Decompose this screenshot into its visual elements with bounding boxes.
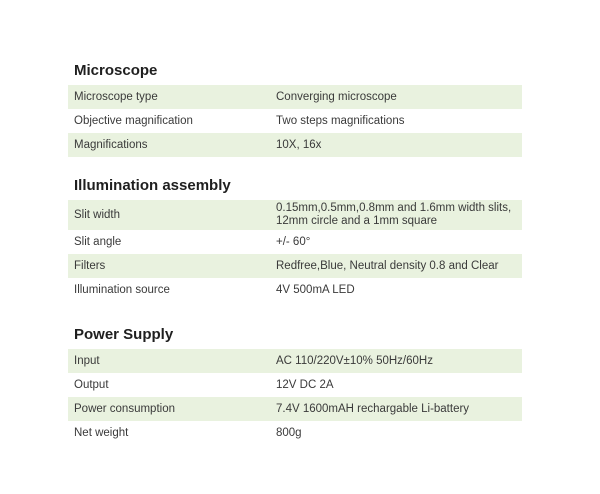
spec-label: Input <box>74 354 100 367</box>
section-illumination-assembly <box>68 175 522 302</box>
spec-label: Slit width <box>74 208 121 221</box>
spec-value-line: 12mm circle and a 1mm square <box>276 215 438 227</box>
spec-row <box>68 109 522 133</box>
spec-sheet <box>68 60 522 445</box>
spec-value: +/- 60° <box>276 235 311 248</box>
spec-value: 4V 500mA LED <box>276 283 355 296</box>
spec-row <box>68 278 522 302</box>
spec-value: AC 110/220V±10% 50Hz/60Hz <box>276 354 433 367</box>
spec-label: Illumination source <box>74 283 170 296</box>
spec-value <box>276 202 522 228</box>
spec-row <box>68 421 522 445</box>
spec-label: Output <box>74 378 109 391</box>
spec-value: Converging microscope <box>276 90 397 103</box>
section-title: Microscope <box>74 62 158 79</box>
section-power-supply <box>68 324 522 445</box>
spec-value: Redfree,Blue, Neutral density 0.8 and Clear <box>276 259 499 272</box>
spec-label: Microscope type <box>74 90 158 103</box>
spec-value: Two steps magnifications <box>276 114 405 127</box>
spec-label: Slit angle <box>74 235 122 248</box>
spec-value-line: 0.15mm,0.5mm,0.8mm and 1.6mm width slits, <box>276 202 512 214</box>
spec-row <box>68 397 522 421</box>
spec-label: Filters <box>74 259 106 272</box>
spec-value: 12V DC 2A <box>276 378 334 391</box>
spec-row <box>68 349 522 373</box>
spec-row <box>68 200 522 230</box>
spec-row <box>68 230 522 254</box>
spec-label: Magnifications <box>74 138 148 151</box>
spec-row <box>68 373 522 397</box>
spec-label: Net weight <box>74 426 129 439</box>
section-title: Power Supply <box>74 326 174 343</box>
spec-row <box>68 85 522 109</box>
section-title: Illumination assembly <box>74 177 231 194</box>
section-microscope <box>68 60 522 157</box>
spec-row <box>68 133 522 157</box>
spec-label: Objective magnification <box>74 114 193 127</box>
spec-label: Power consumption <box>74 402 175 415</box>
spec-value: 800g <box>276 426 302 439</box>
spec-value: 7.4V 1600mAH rechargable Li-battery <box>276 402 470 415</box>
spec-row <box>68 254 522 278</box>
spec-value: 10X, 16x <box>276 138 322 151</box>
